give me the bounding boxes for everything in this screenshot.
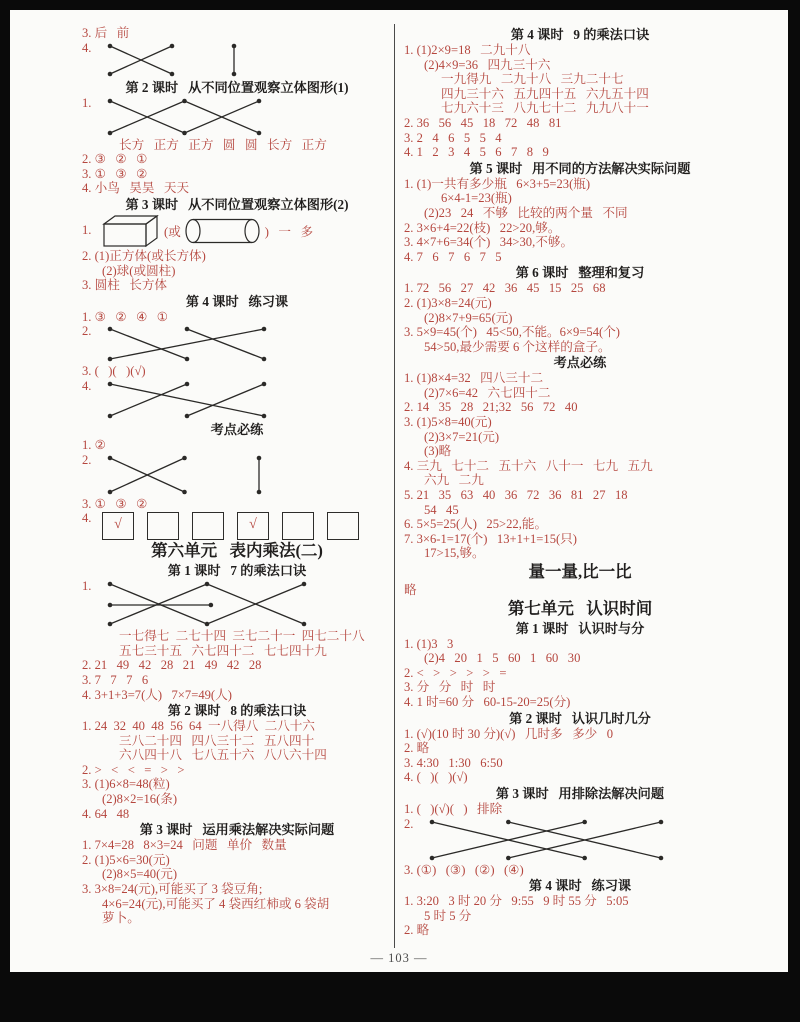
section-heading: 第 4 课时 练习课	[185, 293, 289, 309]
item-number: 1.	[82, 95, 92, 110]
answer-line: 3. ① ③ ②	[82, 166, 148, 181]
column-divider	[394, 24, 395, 948]
item-number: 2.	[82, 452, 92, 467]
page-number: — 103 —	[370, 951, 428, 965]
answer-line: 5. 21 35 63 40 36 72 36 81 27 18	[404, 488, 628, 503]
shapes-answer-text: ) 一 多	[264, 225, 314, 240]
answer-line: 略	[404, 583, 417, 597]
matching-lines-svg	[102, 41, 242, 79]
section-heading: 第 4 课时 9 的乘法口诀	[510, 27, 650, 42]
solid-shapes-row	[82, 213, 392, 249]
answer-line: 1. 72 56 27 42 36 45 15 25 68	[404, 281, 606, 296]
answer-line: 3. 圆柱 长方体	[82, 278, 168, 293]
matching-diagram-row	[82, 41, 392, 79]
cuboid-shape	[102, 213, 162, 249]
item-number: 2.	[82, 324, 92, 339]
answer-line: (2)23 24 不够 比较的两个量 不同	[424, 205, 628, 220]
answer-line: 七九六十三 八九七十二 九九八十一	[441, 101, 649, 116]
answer-line: 1. 7×4=28 8×3=24 问题 单价 数量	[82, 838, 287, 853]
answer-line: 3. 3×8=24(元),可能买了 3 袋豆角;	[82, 882, 263, 897]
answer-line: 1. 3:20 3 时 20 分 9:55 9 时 55 分 5:05	[404, 894, 629, 909]
answer-line: 2. 14 35 28 21;32 56 72 40	[404, 400, 578, 415]
answer-line: 1. ②	[82, 437, 106, 452]
answer-line: 2. (1)正方体(或长方体)	[82, 248, 206, 263]
answer-checkbox	[147, 512, 179, 540]
answer-line: 17>15,够。	[424, 546, 485, 561]
section-heading: 考点必练	[210, 421, 264, 437]
matching-lines-svg	[102, 379, 272, 421]
answer-line: 六八四十八 七八五十六 八八六十四	[119, 748, 327, 763]
section-heading: 第 2 课时 8 的乘法口诀	[167, 703, 307, 719]
answer-line: 3. 4×7+6=34(个) 34>30,不够。	[404, 235, 574, 250]
answer-line: 54>50,最少需要 6 个这样的盒子。	[424, 339, 611, 354]
matching-lines-svg	[102, 96, 267, 138]
answer-line: 2. 3×6+4=22(枝) 22>20,够。	[404, 220, 561, 235]
answer-line: 2. 36 56 45 18 72 48 81	[404, 115, 562, 130]
answer-line: 4. 小鸟 昊昊 天天	[82, 181, 190, 196]
answer-line: (2)4×9=36 四九三十六	[424, 57, 551, 72]
answer-line: 1. (√)(10 时 30 分)(√) 几时多 多少 0	[404, 726, 614, 741]
section-heading: 第 4 课时 练习课	[528, 878, 632, 894]
answer-line: (2)7×6=42 六七四十二	[424, 385, 551, 400]
answer-line: (2)8×2=16(条)	[102, 792, 178, 807]
answer-line: 3. ( )( )(√)	[82, 364, 146, 379]
answer-line: 5 时 5 分	[424, 908, 472, 923]
answer-line: 3. ① ③ ②	[82, 496, 148, 511]
section-heading: 第 6 课时 整理和复习	[515, 265, 645, 281]
answer-line: 4. 三九 七十二 五十六 八十一 七九 五九	[404, 458, 653, 473]
answer-line: 2. (1)5×6=30(元)	[82, 852, 170, 867]
matching-diagram-row	[82, 96, 392, 138]
section-heading: 第 1 课时 认识时与分	[515, 620, 645, 636]
answer-line: 一七得七 二七十四 三七二十一 四七二十八	[119, 629, 365, 644]
checkmark: √	[114, 517, 122, 533]
matching-diagram-row	[82, 453, 392, 497]
answer-line: 一九得九 二九十八 三九二十七	[441, 72, 624, 87]
matching-diagram-row	[82, 324, 392, 364]
answer-line: 3. 分 分 时 时	[404, 680, 496, 695]
answer-line: 7. 3×6-1=17(个) 13+1+1=15(只)	[404, 531, 577, 546]
cylinder-shape	[183, 216, 263, 246]
answer-line: (2)球(或圆柱)	[102, 263, 176, 278]
matching-lines-svg	[102, 453, 267, 497]
answer-line: 1. (1)3 3	[404, 636, 454, 651]
page-footer	[10, 951, 788, 966]
answer-checkbox	[192, 512, 224, 540]
answer-page	[10, 10, 788, 972]
matching-diagram-row	[82, 379, 392, 421]
item-number: 4.	[82, 378, 92, 393]
section-heading: 第 5 课时 用不同的方法解决实际问题	[469, 160, 691, 176]
matching-diagram-row	[82, 579, 392, 629]
answer-line: 3. (1)6×8=48(粒)	[82, 777, 170, 792]
answer-line: 1. ③ ② ④ ①	[82, 309, 169, 324]
item-number: 1.	[82, 223, 92, 238]
answer-line: (2)8×7+9=65(元)	[424, 310, 513, 325]
answer-line: 3. (①) (③) (②) (④)	[404, 862, 524, 877]
item-number: 1.	[82, 579, 92, 594]
answer-line: 六九 二九	[424, 473, 484, 488]
matching-lines-svg	[102, 324, 272, 364]
answer-line: 3. 2 4 6 5 5 4	[404, 130, 502, 145]
answer-line: 三八二十四 四八三十二 五八四十	[119, 733, 315, 748]
matching-lines-svg	[424, 817, 669, 863]
checkbox-list	[102, 511, 359, 540]
answer-line: 4×6=24(元),可能买了 4 袋西红柿或 6 袋胡	[102, 896, 330, 911]
answer-line: 1. (1)8×4=32 四八三十二	[404, 371, 544, 386]
answer-line: (2)3×7=21(元)	[424, 429, 500, 444]
right-column	[404, 26, 756, 946]
answer-line: 1. 24 32 40 48 56 64 一八得八 二八十六	[82, 719, 315, 734]
answer-line: (2)4 20 1 5 60 1 60 30	[424, 651, 581, 666]
answer-checkbox	[327, 512, 359, 540]
answer-line: 3. 7 7 7 6	[82, 672, 149, 687]
matching-lines-svg	[102, 579, 312, 629]
unit-heading: 量一量,比一比	[528, 562, 632, 581]
checkmark: √	[249, 517, 257, 533]
answer-line: 4. 1 时=60 分 60-15-20=25(分)	[404, 694, 571, 709]
answer-line: 4. 1 2 3 4 5 6 7 8 9	[404, 145, 549, 160]
answer-line: 2. 略	[404, 923, 430, 938]
answer-line: 3. 5×9=45(个) 45<50,不能。6×9=54(个)	[404, 325, 621, 340]
answer-line: 1. (1)2×9=18 二九十八	[404, 43, 531, 57]
answer-line: 五七三十五 六七四十二 七七四十九	[119, 643, 327, 658]
answer-line: (3)略	[424, 444, 452, 459]
unit-heading: 第七单元 认识时间	[507, 598, 653, 618]
answer-line: 2. 略	[404, 741, 430, 756]
section-heading: 第 2 课时 从不同位置观察立体图形(1)	[125, 79, 349, 95]
answer-line: 3. (1)5×8=40(元)	[404, 415, 492, 430]
section-heading: 第 1 课时 7 的乘法口诀	[167, 563, 307, 579]
answer-line: 长方 正方 正方 圆 圆 长方 正方	[119, 137, 327, 152]
left-column	[82, 26, 392, 946]
answer-line: 4. 7 6 7 6 7 5	[404, 249, 502, 264]
answer-line: 4. ( )( )(√)	[404, 770, 468, 785]
section-heading: 第 3 课时 用排除法解决问题	[495, 785, 665, 801]
answer-line: 2. 21 49 42 28 21 49 42 28	[82, 658, 262, 673]
item-number: 2.	[404, 816, 414, 831]
section-heading: 第 3 课时 从不同位置观察立体图形(2)	[125, 196, 349, 212]
answer-line: 2. (1)3×8=24(元)	[404, 295, 492, 310]
item-number: 4.	[82, 511, 92, 526]
unit-heading: 第六单元 表内乘法(二)	[151, 541, 323, 561]
answer-line: 四九三十六 五九四十五 六九五十四	[441, 86, 649, 101]
checkbox-row	[82, 511, 392, 540]
section-heading: 第 2 课时 认识几时几分	[509, 710, 651, 726]
answer-checkbox	[102, 512, 134, 540]
answer-line: 6×4-1=23(瓶)	[441, 191, 512, 206]
answer-line: (2)8×5=40(元)	[102, 867, 178, 882]
answer-checkbox	[237, 512, 269, 540]
section-heading: 第 3 课时 运用乘法解决实际问题	[139, 822, 335, 838]
answer-line: 6. 5×5=25(人) 25>22,能。	[404, 517, 548, 532]
answer-line: 萝卜。	[102, 911, 140, 926]
answer-line: 3. 后 前	[82, 26, 130, 40]
answer-line: 2. < > > > > =	[404, 665, 507, 680]
answer-line: 1. (1)一共有多少瓶 6×3+5=23(瓶)	[404, 176, 591, 191]
answer-line: 3. 4:30 1:30 6:50	[404, 755, 503, 770]
section-heading: 考点必练	[553, 355, 607, 371]
answer-line: 4. 64 48	[82, 806, 130, 821]
answer-checkbox	[282, 512, 314, 540]
matching-diagram-row	[404, 817, 756, 863]
answer-line: 54 45	[424, 502, 459, 517]
item-number: 4.	[82, 40, 92, 55]
answer-line: 1. ( )(√)( ) 排除	[404, 801, 503, 816]
answer-line: 2. > < < = > >	[82, 762, 185, 777]
answer-line: 2. ③ ② ①	[82, 152, 148, 167]
shapes-or-text: (或	[164, 225, 181, 240]
answer-line: 4. 3+1+3=7(人) 7×7=49(人)	[82, 687, 232, 702]
